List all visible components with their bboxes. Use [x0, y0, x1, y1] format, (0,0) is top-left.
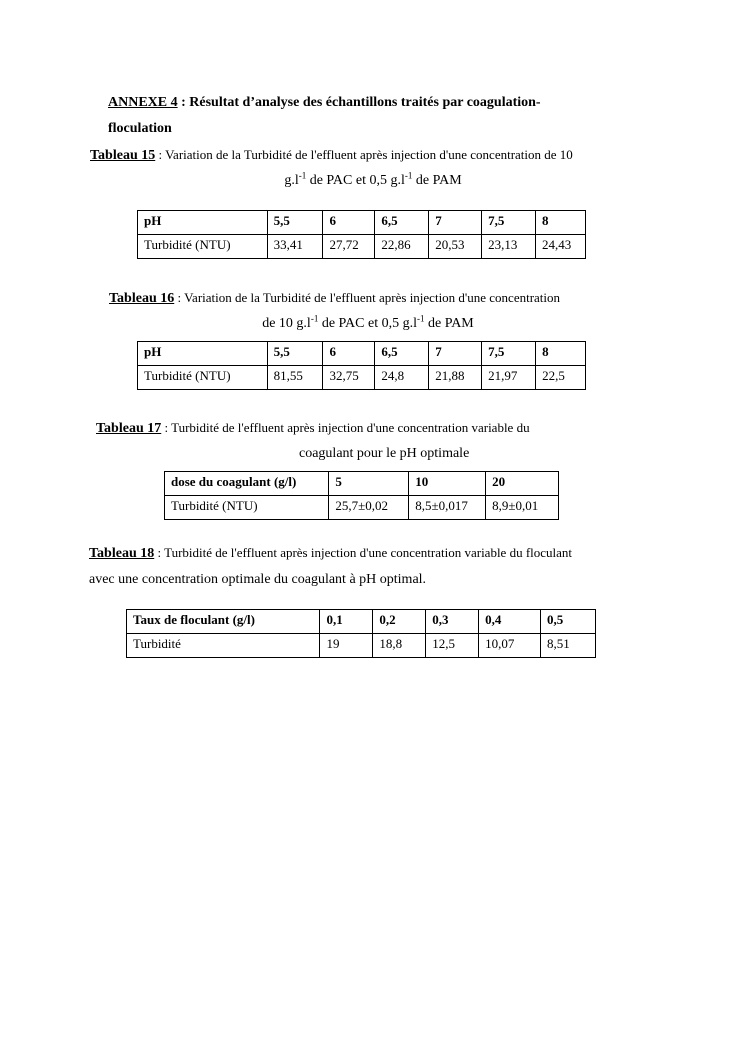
table-cell: 5 [329, 472, 409, 496]
table-cell: 8 [536, 342, 586, 366]
table-cell: Taux de floculant (g/l) [127, 610, 320, 634]
table-15-data-row [138, 235, 586, 259]
t16-exp1: -1 [310, 313, 319, 324]
table-cell: 27,72 [323, 235, 375, 259]
table-16-header-row [138, 342, 586, 366]
annex-title-line2: floculation [108, 121, 172, 136]
t18-caption-line1: : Turbidité de l'effluent après injection d'une concentration variable du floculant [154, 545, 573, 560]
t15-exp2: -1 [404, 170, 413, 181]
table-cell: 22,5 [536, 366, 586, 390]
t16-caption-line2 [0, 315, 736, 333]
table-cell: 7 [429, 342, 482, 366]
table-18-header-row [127, 610, 596, 634]
table-cell: 7,5 [482, 211, 536, 235]
table-cell: 7,5 [482, 342, 536, 366]
t16-c2a: de 10 g.l [262, 316, 311, 331]
table-cell: Turbidité [127, 634, 320, 658]
t15-caption-line1: : Variation de la Turbidité de l'effluent après injection d'une concentration de 10 [155, 147, 573, 162]
table-cell: 10,07 [479, 634, 541, 658]
t15-c2c: de PAM [412, 173, 462, 188]
t16-exp2: -1 [416, 313, 425, 324]
table-cell: 8,5±0,017 [409, 496, 486, 520]
t18-caption [89, 544, 572, 563]
t15-caption-line2 [0, 172, 746, 190]
t16-label: Tableau 16 [109, 291, 175, 306]
table-cell: 32,75 [323, 366, 375, 390]
t15-exp1: -1 [298, 170, 307, 181]
table-cell: 21,97 [482, 366, 536, 390]
table-15 [137, 210, 586, 259]
t16-caption-line1: : Variation de la Turbidité de l'effluent après injection d'une concentration [174, 290, 561, 305]
t17-caption [96, 419, 530, 438]
table-cell: 0,1 [320, 610, 373, 634]
t16-c2b: de PAC et 0,5 g.l [318, 316, 417, 331]
table-18-data-row [127, 634, 596, 658]
t16-c2c: de PAM [424, 316, 474, 331]
table-cell: 22,86 [375, 235, 429, 259]
t16-caption [109, 289, 560, 308]
t15-c2a: g.l [284, 173, 299, 188]
t17-label: Tableau 17 [96, 421, 162, 436]
t18-label: Tableau 18 [89, 546, 155, 561]
annex-title [108, 94, 541, 112]
table-18 [126, 609, 596, 658]
table-cell: 8,51 [541, 634, 596, 658]
table-cell: 19 [320, 634, 373, 658]
table-cell: 6 [323, 211, 375, 235]
table-cell: 21,88 [429, 366, 482, 390]
table-15-header-row [138, 211, 586, 235]
table-cell: 6,5 [375, 342, 429, 366]
table-cell: 0,3 [426, 610, 479, 634]
table-cell: 0,5 [541, 610, 596, 634]
table-17-data-row [165, 496, 559, 520]
table-16-data-row [138, 366, 586, 390]
t15-c2b: de PAC et 0,5 g.l [306, 173, 405, 188]
t15-caption [90, 146, 573, 165]
table-cell: 81,55 [267, 366, 323, 390]
table-cell: 5,5 [267, 342, 323, 366]
t17-caption-line1: : Turbidité de l'effluent après injection d'une concentration variable du [161, 420, 530, 435]
table-cell: 33,41 [267, 235, 323, 259]
table-cell: 6,5 [375, 211, 429, 235]
table-cell: 8 [536, 211, 586, 235]
table-cell: Turbidité (NTU) [138, 235, 268, 259]
table-cell: 6 [323, 342, 375, 366]
table-17 [164, 471, 559, 520]
table-cell: 24,8 [375, 366, 429, 390]
table-cell: Turbidité (NTU) [138, 366, 268, 390]
table-cell: 20 [486, 472, 559, 496]
t15-label: Tableau 15 [90, 148, 156, 163]
table-cell: 25,7±0,02 [329, 496, 409, 520]
t17-caption-line2: coagulant pour le pH optimale [299, 446, 470, 461]
table-17-header-row [165, 472, 559, 496]
table-cell: 0,2 [373, 610, 426, 634]
table-cell: 23,13 [482, 235, 536, 259]
table-cell: Turbidité (NTU) [165, 496, 329, 520]
table-cell: pH [138, 211, 268, 235]
table-cell: 8,9±0,01 [486, 496, 559, 520]
table-cell: 7 [429, 211, 482, 235]
annex-label: ANNEXE 4 [108, 95, 178, 110]
table-cell: 24,43 [536, 235, 586, 259]
table-cell: dose du coagulant (g/l) [165, 472, 329, 496]
annex-title-line1: : Résultat d’analyse des échantillons traités par coagulation- [177, 95, 541, 110]
table-cell: 20,53 [429, 235, 482, 259]
table-cell: 18,8 [373, 634, 426, 658]
table-cell: 5,5 [267, 211, 323, 235]
t18-caption-line2: avec une concentration optimale du coagulant à pH optimal. [89, 572, 427, 587]
table-cell: pH [138, 342, 268, 366]
table-cell: 0,4 [479, 610, 541, 634]
table-cell: 10 [409, 472, 486, 496]
table-cell: 12,5 [426, 634, 479, 658]
table-16 [137, 341, 586, 390]
